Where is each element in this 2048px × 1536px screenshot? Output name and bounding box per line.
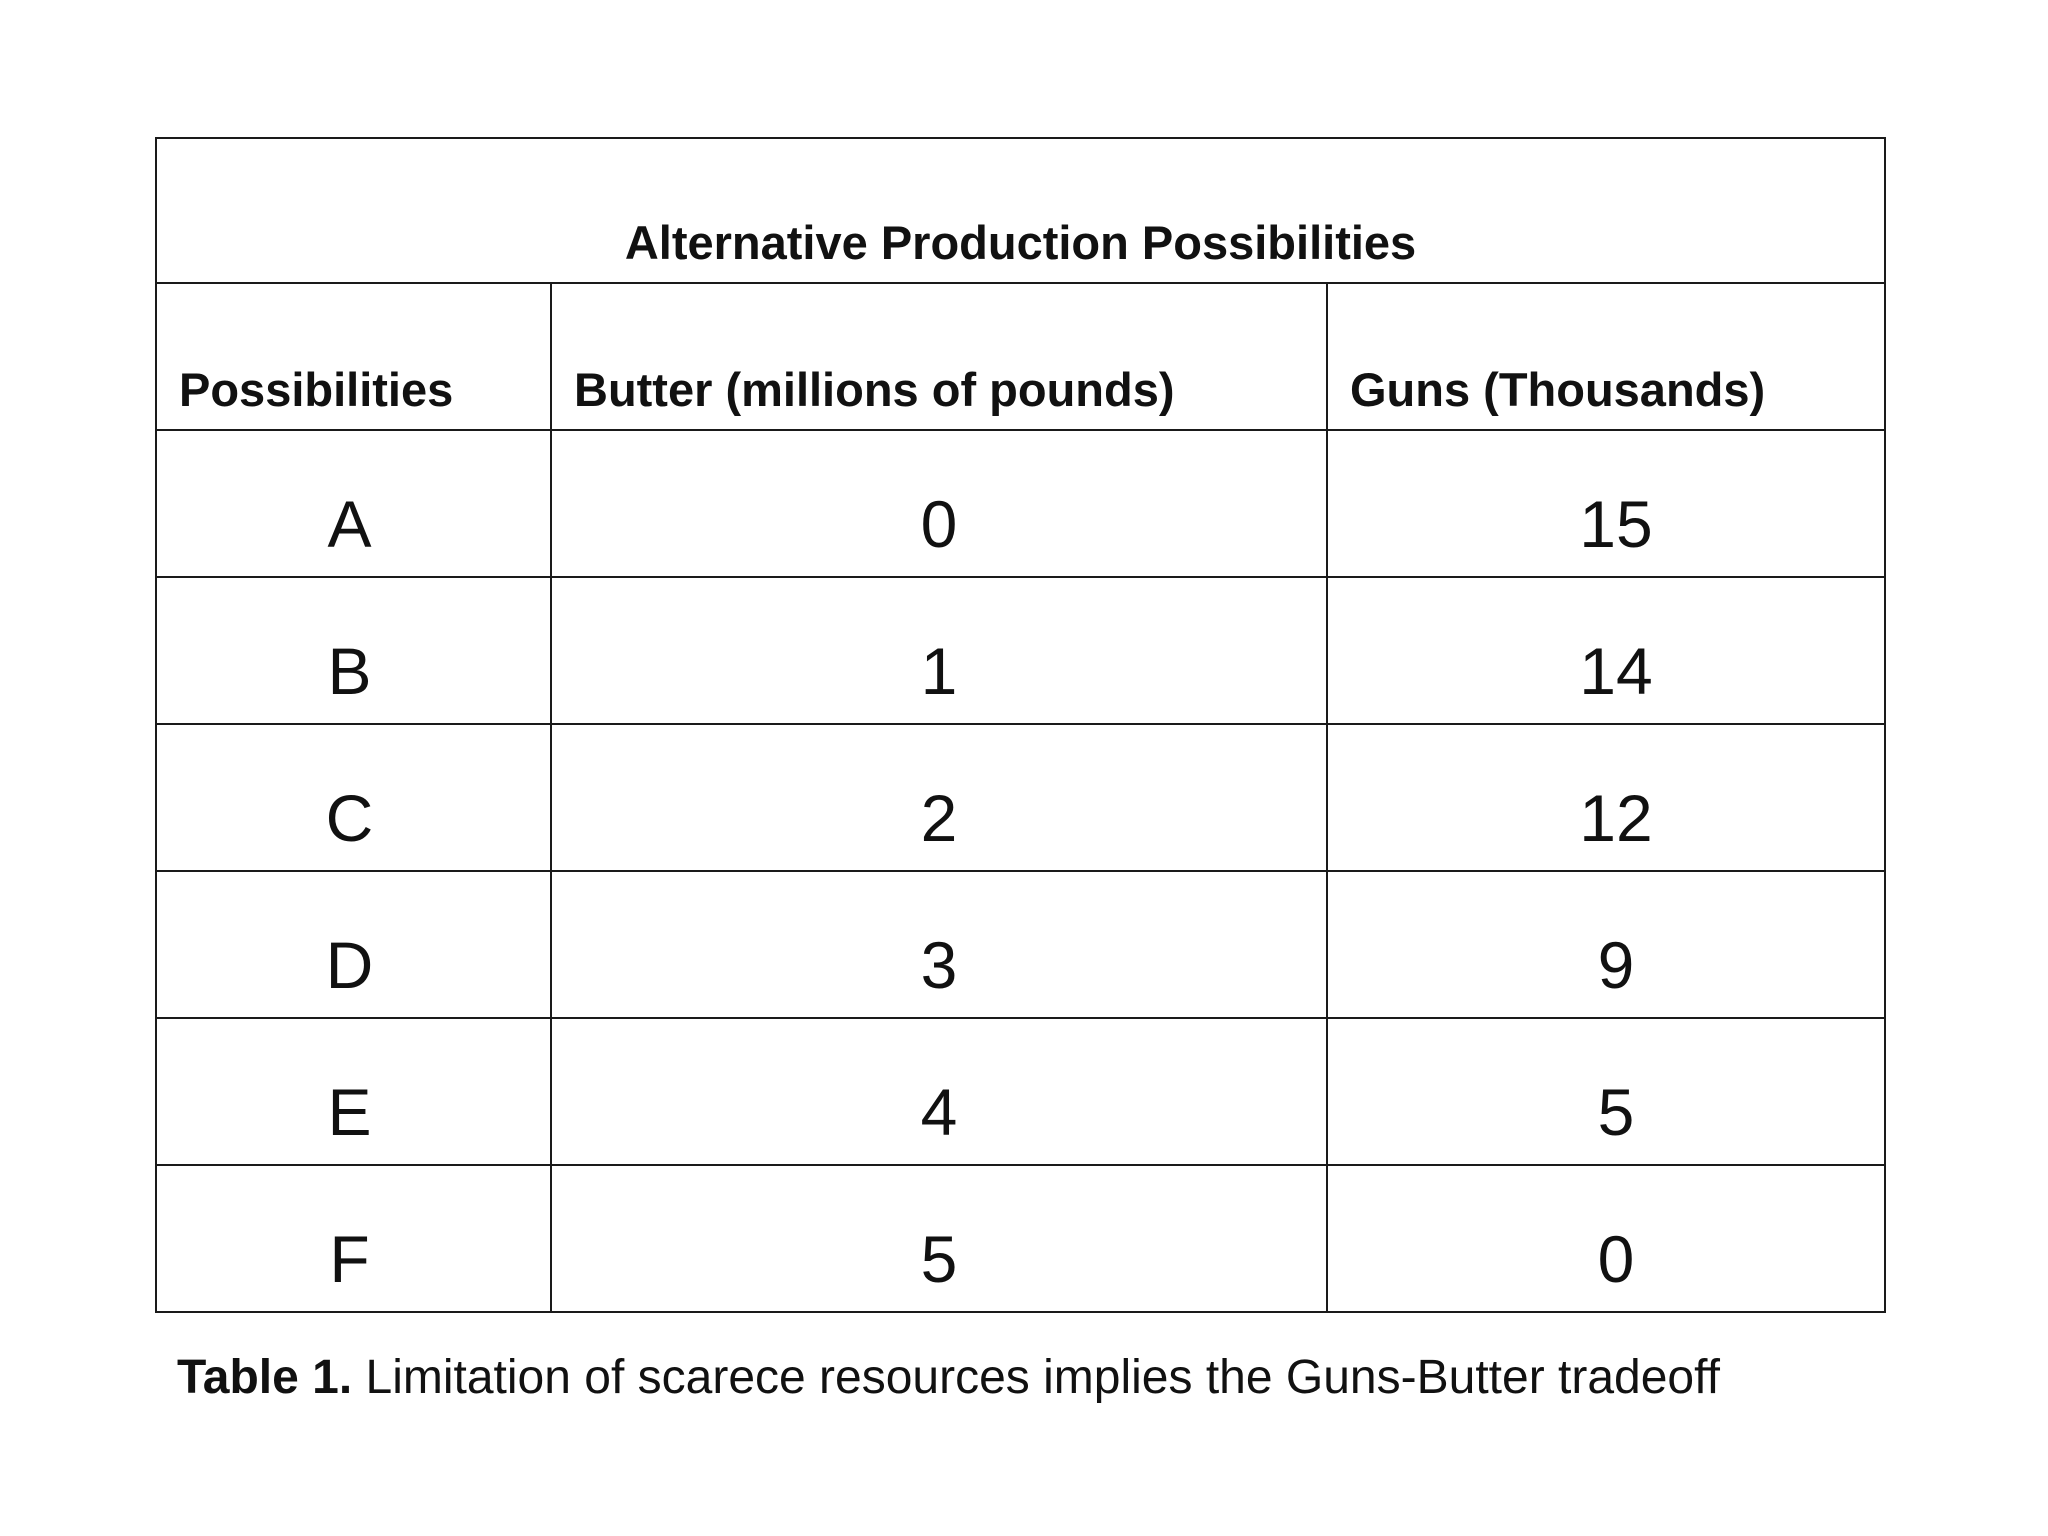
cell-guns: 5 (1327, 1018, 1885, 1165)
header-guns: Guns (Thousands) (1327, 283, 1885, 430)
cell-possibility: D (156, 871, 551, 1018)
table-caption (177, 1350, 1720, 1405)
table-row (156, 724, 1885, 871)
caption-label: Table 1. (177, 1351, 353, 1404)
table-row (156, 1165, 1885, 1312)
production-possibilities-table (155, 137, 1886, 1313)
cell-butter: 4 (551, 1018, 1327, 1165)
header-butter: Butter (millions of pounds) (551, 283, 1327, 430)
cell-possibility: E (156, 1018, 551, 1165)
cell-butter: 5 (551, 1165, 1327, 1312)
table-row (156, 430, 1885, 577)
table-row (156, 1018, 1885, 1165)
cell-guns: 12 (1327, 724, 1885, 871)
cell-possibility: F (156, 1165, 551, 1312)
caption-text: Limitation of scarece resources implies the Guns-Butter tradeoff (352, 1351, 1720, 1404)
table-header-row (156, 283, 1885, 430)
cell-guns: 15 (1327, 430, 1885, 577)
table-row (156, 577, 1885, 724)
table-title: Alternative Production Possibilities (156, 138, 1885, 283)
table-title-row (156, 138, 1885, 283)
cell-butter: 3 (551, 871, 1327, 1018)
cell-possibility: A (156, 430, 551, 577)
table-row (156, 871, 1885, 1018)
cell-possibility: B (156, 577, 551, 724)
cell-butter: 0 (551, 430, 1327, 577)
cell-butter: 1 (551, 577, 1327, 724)
cell-possibility: C (156, 724, 551, 871)
header-possibilities: Possibilities (156, 283, 551, 430)
cell-guns: 0 (1327, 1165, 1885, 1312)
cell-guns: 14 (1327, 577, 1885, 724)
cell-guns: 9 (1327, 871, 1885, 1018)
cell-butter: 2 (551, 724, 1327, 871)
